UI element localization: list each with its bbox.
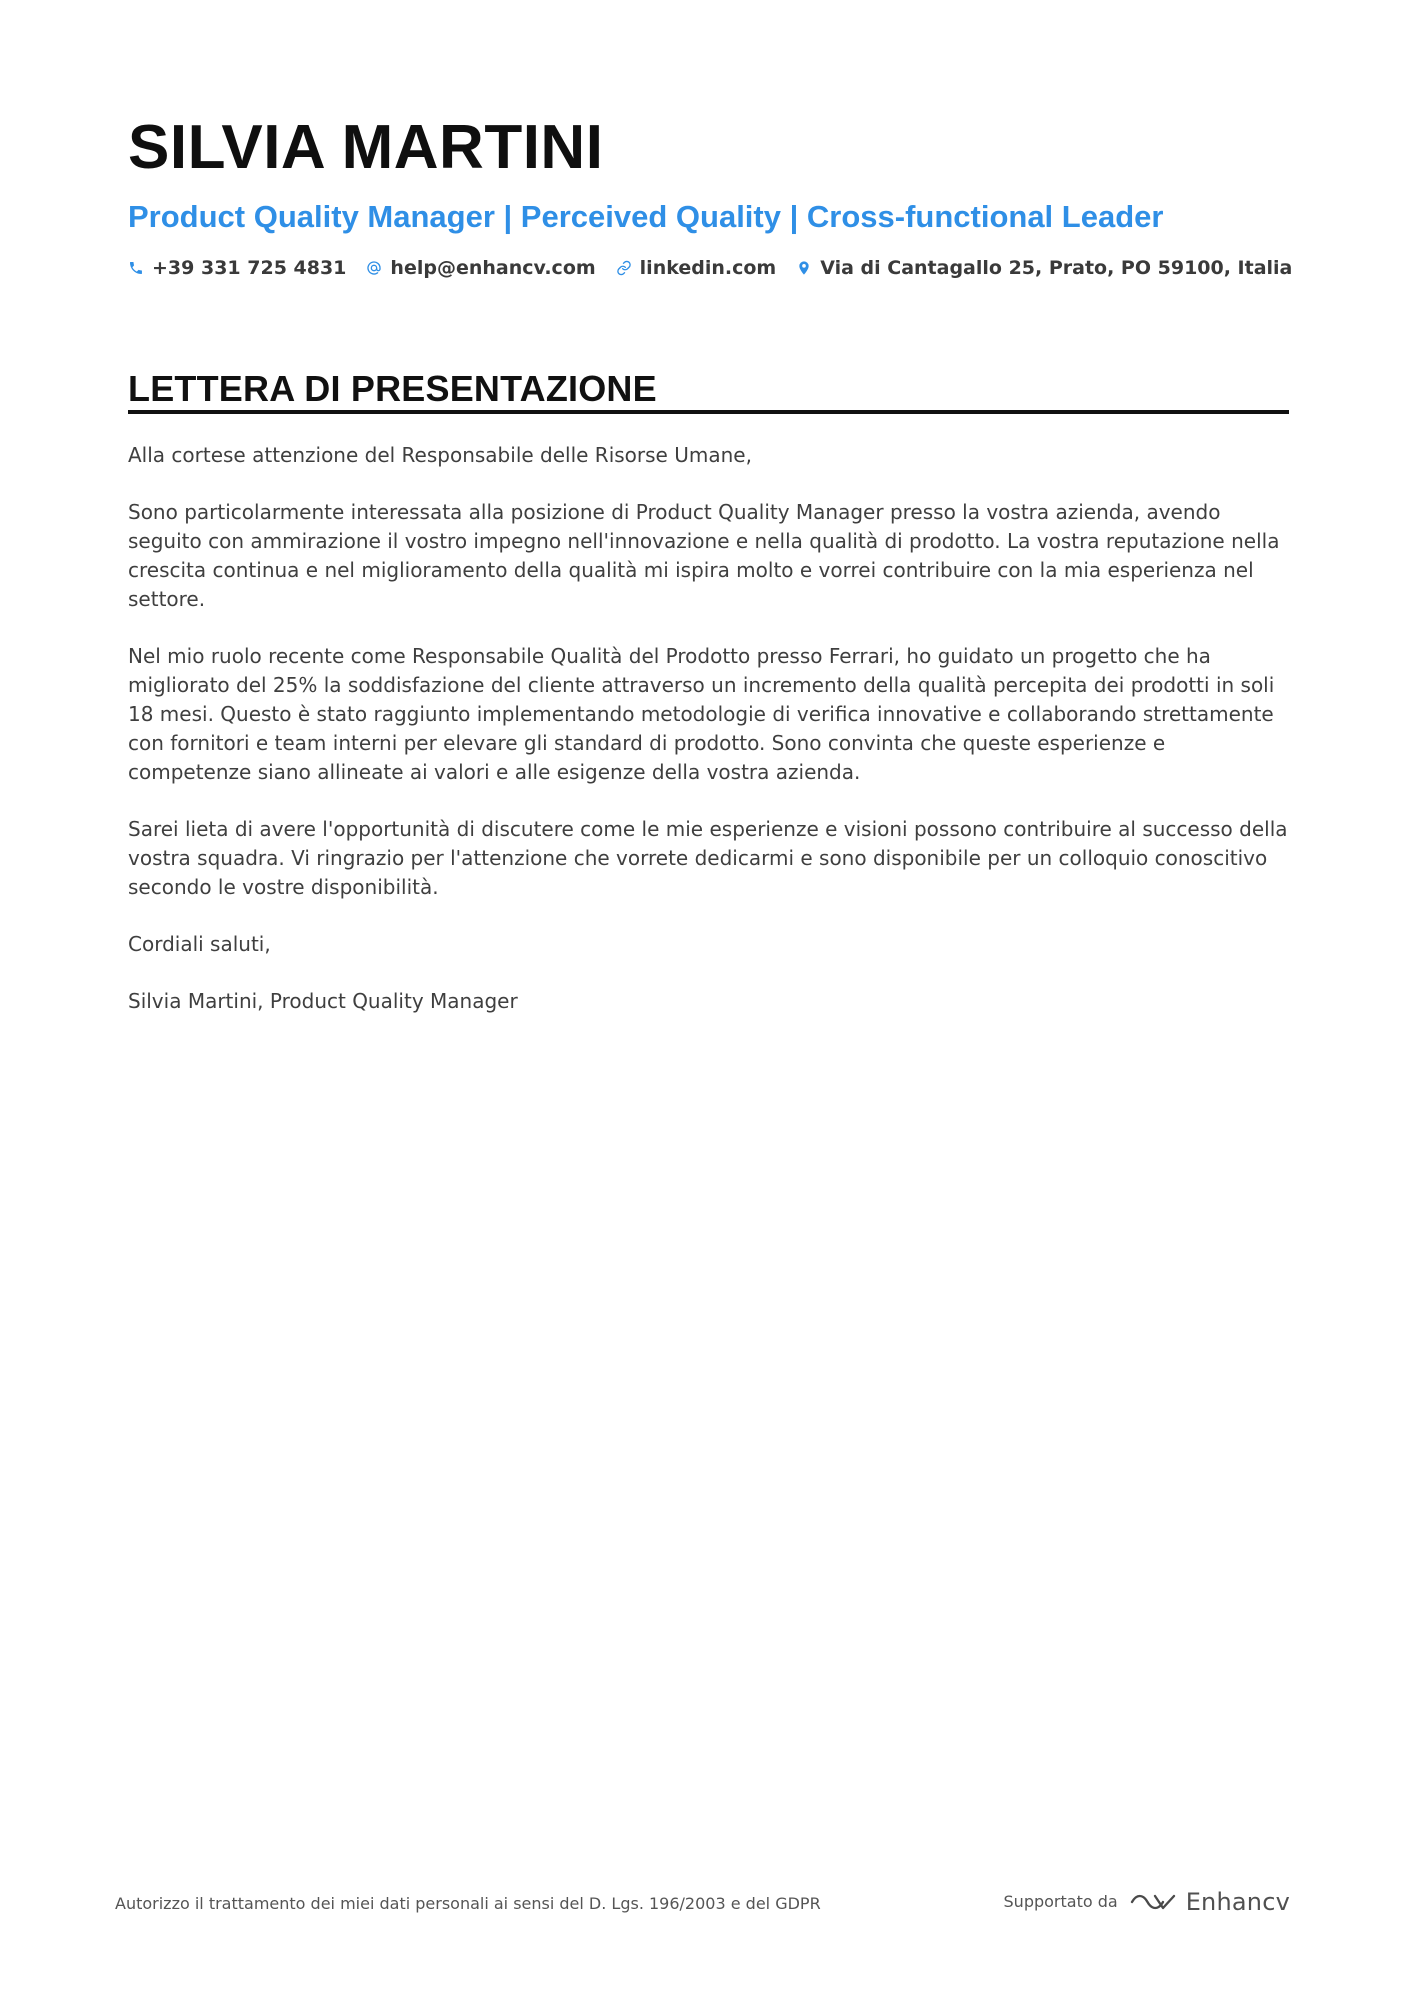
candidate-name: SILVIA MARTINI: [128, 113, 604, 182]
linkedin-link: linkedin.com: [639, 257, 777, 279]
letter-paragraph: Sarei lieta di avere l'opportunità di discutere come le mie esperienze e visioni possono contribuire al successo della vostra squadra. Vi ringrazio per l'attenzione che vorrete dedicarmi e sono disponibile per un colloquio conoscitivo secondo le vostre disponibilità.: [128, 817, 1288, 899]
letter-closing: Cordiali saluti,: [128, 932, 271, 956]
letter-paragraph: Sono particolarmente interessata alla posizione di Product Quality Manager presso la vostra azienda, avendo seguito con ammirazione il vostro impegno nell'innovazione e nella qualità di prodotto. La vostra reputazione nella crescita continua e nel miglioramento della qualità mi ispira molto e vorrei contribuire con la mia esperienza nel settore.: [128, 500, 1280, 611]
brand-name: Enhancv: [1185, 1888, 1290, 1916]
postal-address: Via di Cantagallo 25, Prato, PO 59100, Italia: [820, 257, 1293, 279]
contact-address: [796, 254, 1292, 282]
contact-email: [366, 254, 595, 282]
letter-signature: Silvia Martini, Product Quality Manager: [128, 989, 518, 1013]
privacy-consent: Autorizzo il trattamento dei miei dati personali ai sensi del D. Lgs. 196/2003 e del GDPR: [115, 1894, 821, 1913]
email-address: help@enhancv.com: [390, 257, 596, 279]
letter-salutation: Alla cortese attenzione del Responsabile delle Risorse Umane,: [128, 443, 752, 467]
enhancv-logo: [1130, 1888, 1290, 1916]
professional-headline: Product Quality Manager | Perceived Quality | Cross-functional Leader: [128, 199, 1164, 234]
location-icon: [796, 260, 812, 276]
supported-by-label: Supportato da: [1003, 1892, 1118, 1911]
letter-paragraph: Nel mio ruolo recente come Responsabile Qualità del Prodotto presso Ferrari, ho guidato un progetto che ha migliorato del 25% la soddisfazione del cliente attraverso un incremento della qualità percepita dei prodotti in soli 18 mesi. Questo è stato raggiunto implementando metodologie di verifica innovative e collaborando strettamente con fornitori e team interni per elevare gli standard di prodotto. Sono convinta che queste esperienze e competenze siano allineate ai valori e alle esigenze della vostra azienda.: [128, 644, 1275, 784]
at-icon: [366, 260, 382, 276]
section-title: LETTERA DI PRESENTAZIONE: [128, 368, 657, 409]
section-divider: [128, 410, 1289, 414]
profile-header: [128, 108, 1293, 282]
enhancv-logo-icon: [1130, 1890, 1176, 1914]
contact-list: [128, 254, 1293, 282]
contact-phone: [128, 254, 346, 282]
phone-icon: [128, 260, 144, 276]
contact-linkedin: [616, 254, 777, 282]
link-icon: [616, 260, 632, 276]
phone-number: +39 331 725 4831: [152, 257, 347, 279]
cover-letter-body: [128, 441, 1290, 1016]
footer-branding: [1004, 1888, 1290, 1916]
